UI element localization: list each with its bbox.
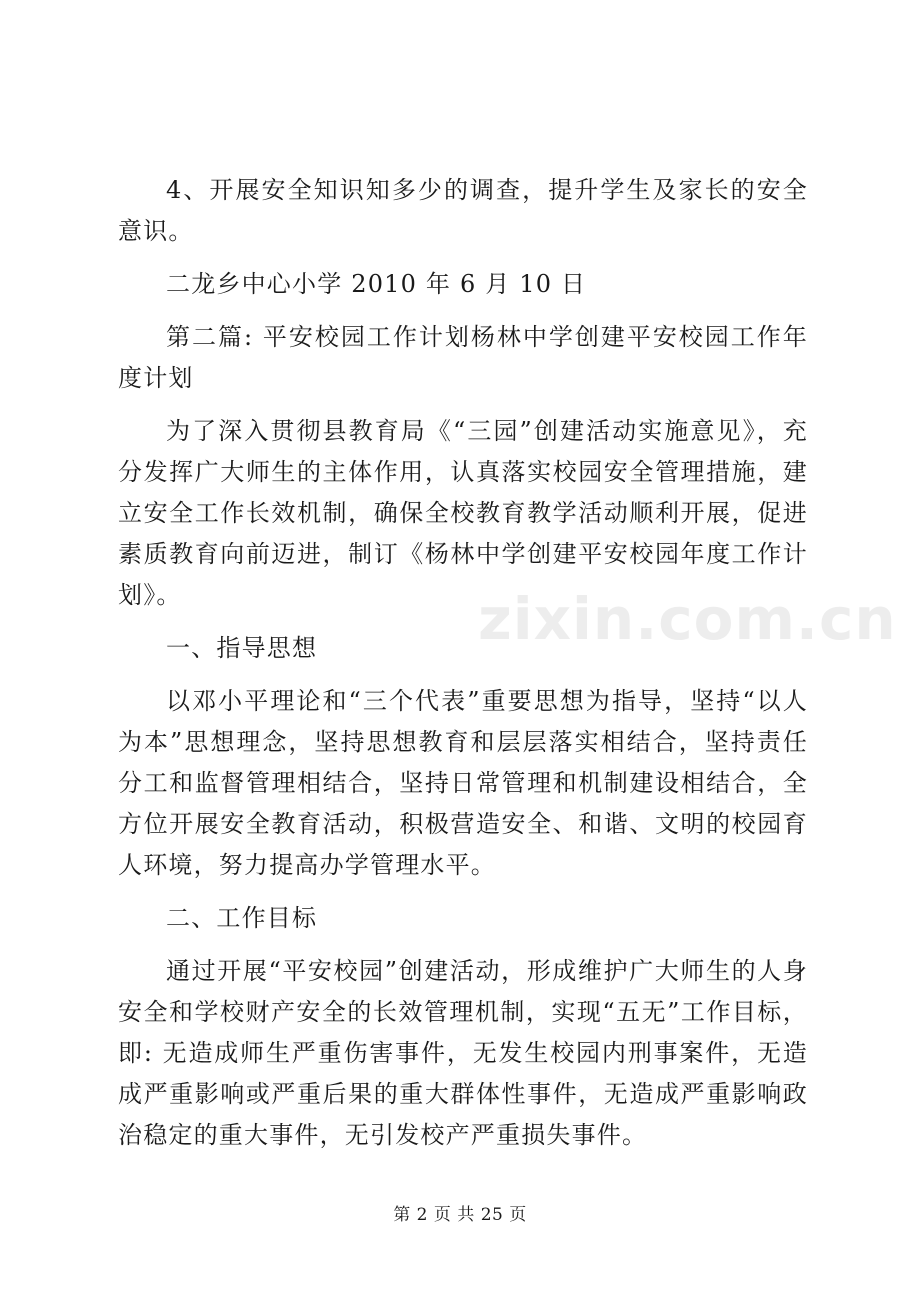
document-body [118, 170, 808, 1156]
paragraph-school-date: 二龙乡中心小学 2010 年 6 月 10 日 [166, 270, 587, 298]
paragraph-chapter-title: 第二篇: 平安校园工作计划杨林中学创建平安校园工作年度计划 [118, 323, 808, 392]
paragraph-guiding-thought: 以邓小平理论和“三个代表”重要思想为指导，坚持“以人为本”思想理念，坚持思想教育和层层落实相结合，坚持责任分工和监督管理相结合，坚持日常管理和机制建设相结合，全方位开展安全教育活动，积极营造安全、和谐、文明的校园育人环境，努力提高办学管理水平。 [118, 687, 808, 879]
page-footer: 第 2 页 共 25 页 [393, 1205, 527, 1225]
paragraph-item-4: 4、开展安全知识知多少的调查，提升学生及家长的安全意识。 [118, 176, 808, 245]
heading-guiding-thought: 一、指导思想 [166, 634, 318, 662]
watermark-text: zixin.com.cn [478, 585, 897, 653]
paragraph-intro: 为了深入贯彻县教育局《“三园”创建活动实施意见》，充分发挥广大师生的主体作用，认真落实校园安全管理措施，建立安全工作长效机制，确保全校教育教学活动顺利开展，促进素质教育向前迈进，制订《杨林中学创建平安校园年度工作计划》。 [118, 417, 808, 609]
heading-work-goals: 二、工作目标 [166, 904, 318, 932]
paragraph-work-goals: 通过开展“平安校园”创建活动，形成维护广大师生的人身安全和学校财产安全的长效管理机制，实现“五无”工作目标，即: 无造成师生严重伤害事件，无发生校园内刑事案件，无造成严重影响或严重后果的重大群体性事件，无造成严重影响政治稳定的重大事件，无引发校产严重损失事件。 [118, 957, 808, 1149]
